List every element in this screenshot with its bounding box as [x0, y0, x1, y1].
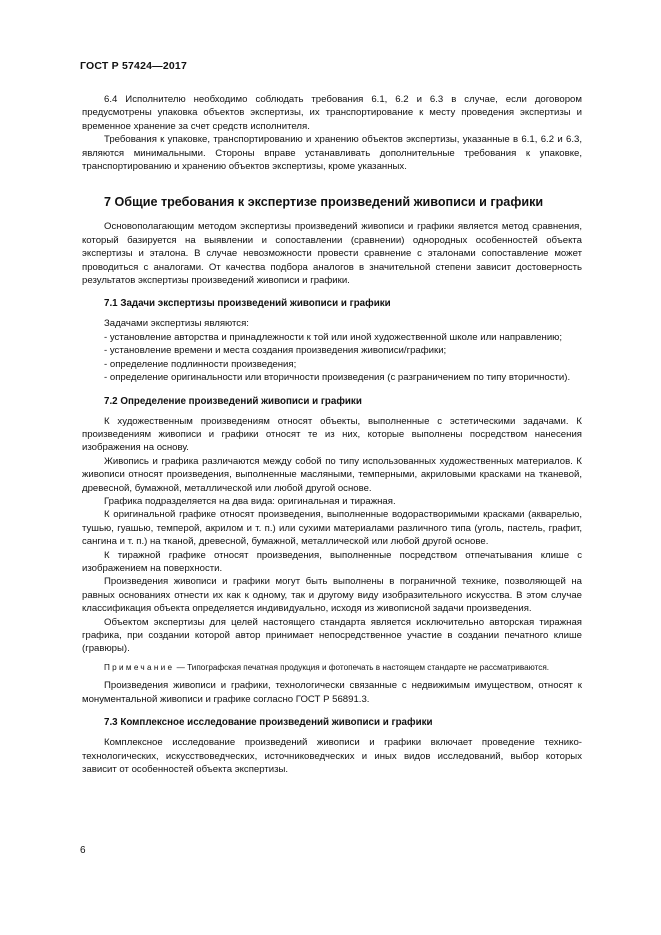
subsection-heading: 7.3 Комплексное исследование произведений живописи и графики [104, 717, 433, 729]
document-header: ГОСТ Р 57424—2017 [80, 60, 188, 72]
note-label: Примечание [104, 662, 175, 672]
paragraph: К художественным произведениям относят объекты, выполненные с эстетическими задачами. К произведениям живописи и графики относят те из них, которые выполнены посредством нанесения изображения на основу. [82, 415, 582, 454]
page-content [82, 93, 582, 776]
paragraph: Задачами экспертизы являются: [104, 318, 249, 330]
paragraph: Произведения живописи и графики могут быть выполнены в пограничной технике, позволяющей на равных основаниях отнести их как к одному, так и другому виду изобразительного искусства. В этом случае классификация объекта определяется индивидуально, исходя из живописной задачи произведения. [82, 576, 582, 615]
paragraph: Основополагающим методом экспертизы произведений живописи и графики является метод сравнения, который базируется на выявлении и сопоставлении (сравнении) однородных особенностей объекта экспертизы и эталона. В случае невозможности провести сравнение с эталонами сопоставление может проводиться с аналогами. От качества подбора аналогов в значительной степени зависит достоверность результатов экспертизы произведений живописи и графики. [82, 221, 582, 287]
list-item: - установление авторства и принадлежности к той или иной художественной школе или направлению; [104, 331, 563, 343]
subsection-heading: 7.2 Определение произведений живописи и графики [104, 395, 362, 407]
page-number: 6 [80, 845, 86, 856]
paragraph: Требования к упаковке, транспортированию и хранению объектов экспертизы, указанные в 6.1, 6.2 и 6.3, являются минимальными. Стороны вправе устанавливать дополнительные требования к упаковке, транспортированию и хранению объектов экспертизы, кроме указанных. [82, 134, 582, 173]
paragraph: 6.4 Исполнителю необходимо соблюдать требования 6.1, 6.2 и 6.3 в случае, если договором предусмотрены упаковка объектов экспертизы, их транспортирование к месту проведения экспертизы и временное хранение за счет средств исполнителя. [82, 94, 582, 132]
paragraph: Произведения живописи и графики, технологически связанные с недвижимым имуществом, относят к монументальной живописи и графике согласно ГОСТ Р 56891.3. [82, 680, 582, 705]
paragraph: Графика подразделяется на два вида: оригинальная и тиражная. [104, 495, 396, 507]
subsection-heading: 7.1 Задачи экспертизы произведений живописи и графики [104, 298, 391, 310]
list-item: - определение оригинальности или вторичности произведения (с разграничением по типу вторичности). [104, 372, 571, 384]
list-item: - установление времени и места создания произведения живописи/графики; [104, 345, 447, 357]
paragraph: Объектом экспертизы для целей настоящего стандарта является исключительно авторская тиражная графика, при создании которой автор принимает непосредственное участие в создании печатного клише (гравюры). [82, 616, 582, 655]
section-heading: 7 Общие требования к экспертизе произведений живописи и графики [104, 195, 544, 210]
note-text: — Типографская печатная продукция и фотопечать в настоящем стандарте не рассматриваются. [174, 662, 550, 672]
paragraph: К оригинальной графике относят произведения, выполненные водорастворимыми красками (акварелью, тушью, гуашью, темперой, акрилом и т. п.) или сухими материалами различного типа (уголь, пастель, графит, сангина и т. п.) на тканой, древесной, бумажной, металлической или любой другой основе. [82, 509, 582, 548]
list-item: - определение подлинности произведения; [104, 358, 297, 370]
paragraph: Комплексное исследование произведений живописи и графики включает проведение технико-технологических, искусствоведческих, источниковедческих и иных видов исследований, выбор которых зависит от особенностей объекта экспертизы. [82, 737, 582, 776]
paragraph: К тиражной графике относят произведения, выполненные посредством отпечатывания клише с изображением на поверхности. [82, 549, 582, 574]
note [82, 662, 582, 674]
paragraph: Живопись и графика различаются между собой по типу использованных художественных материалов. К живописи относят произведения, выполненные масляными, темперными, акриловыми красками на тканевой, древесной, бумажной, металлической или любой другой основе. [82, 455, 582, 494]
task-list [82, 331, 582, 385]
